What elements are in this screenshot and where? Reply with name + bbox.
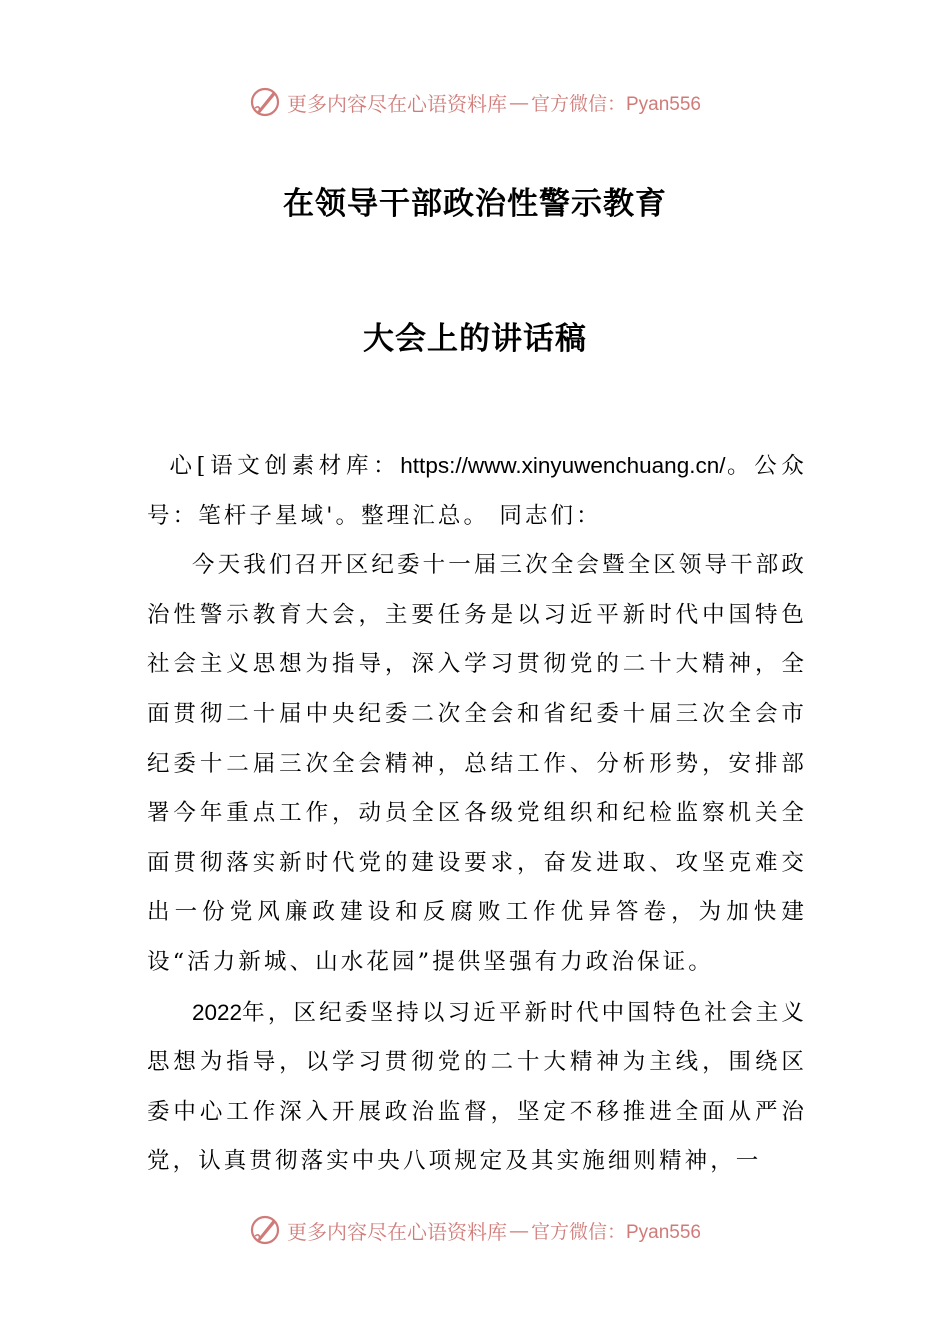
- footer-watermark: [0, 1210, 950, 1250]
- watermark-contact: 官方微信：Pyan556: [530, 1221, 701, 1243]
- paragraph-2: [147, 988, 807, 1187]
- intro-prefix: 心[语文创素材库：: [169, 453, 401, 479]
- quill-pen-icon: [249, 86, 281, 118]
- quill-pen-icon: [249, 1214, 281, 1246]
- intro-url: https://www.xinyuwenchuang.cn/: [400, 453, 726, 478]
- watermark-text: 更多内容尽在心语资料库: [286, 1219, 507, 1244]
- intro-suffix: 。公众号：笔杆子星域'。整理汇总。 同志们：: [147, 453, 807, 529]
- watermark-text: 更多内容尽在心语资料库: [286, 91, 507, 116]
- watermark-contact: 官方微信：Pyan556: [530, 93, 701, 115]
- document-title-line1: 在领导干部政治性警示教育: [283, 186, 667, 222]
- watermark-separator: —: [508, 1218, 529, 1242]
- watermark-separator: —: [508, 90, 529, 114]
- paragraph-1: 今天我们召开区纪委十一届三次全会暨全区领导干部政治性警示教育大会，主要任务是以习近平新时代中国特色社会主义思想为指导，深入学习贯彻党的二十大精神，全面贯彻二十届中央纪委二次全会和省纪委十届三次全会市纪委十二届三次全会精神，总结工作、分析形势，安排部署今年重点工作，动员全区各级党组织和纪检监察机关全面贯彻落实新时代党的建设要求，奋发进取、攻坚克难交出一份党风廉政建设和反腐败工作优异答卷，为加快建设“活力新城、山水花园”提供坚强有力政治保证。: [147, 552, 807, 975]
- paragraph-2-text: 年，区纪委坚持以习近平新时代中国特色社会主义思想为指导，以学习贯彻党的二十大精神为主线，围绕区委中心工作深入开展政治监督，坚定不移推进全面从严治党，认真贯彻落实中央八项规定及其实施细则精神，一: [147, 999, 807, 1175]
- document-title-line2: 大会上的讲话稿: [363, 321, 587, 357]
- intro-paragraph: [147, 441, 807, 541]
- paragraph-2-year: 2022: [192, 999, 243, 1025]
- header-watermark: [0, 82, 950, 122]
- document-body: [147, 441, 807, 1187]
